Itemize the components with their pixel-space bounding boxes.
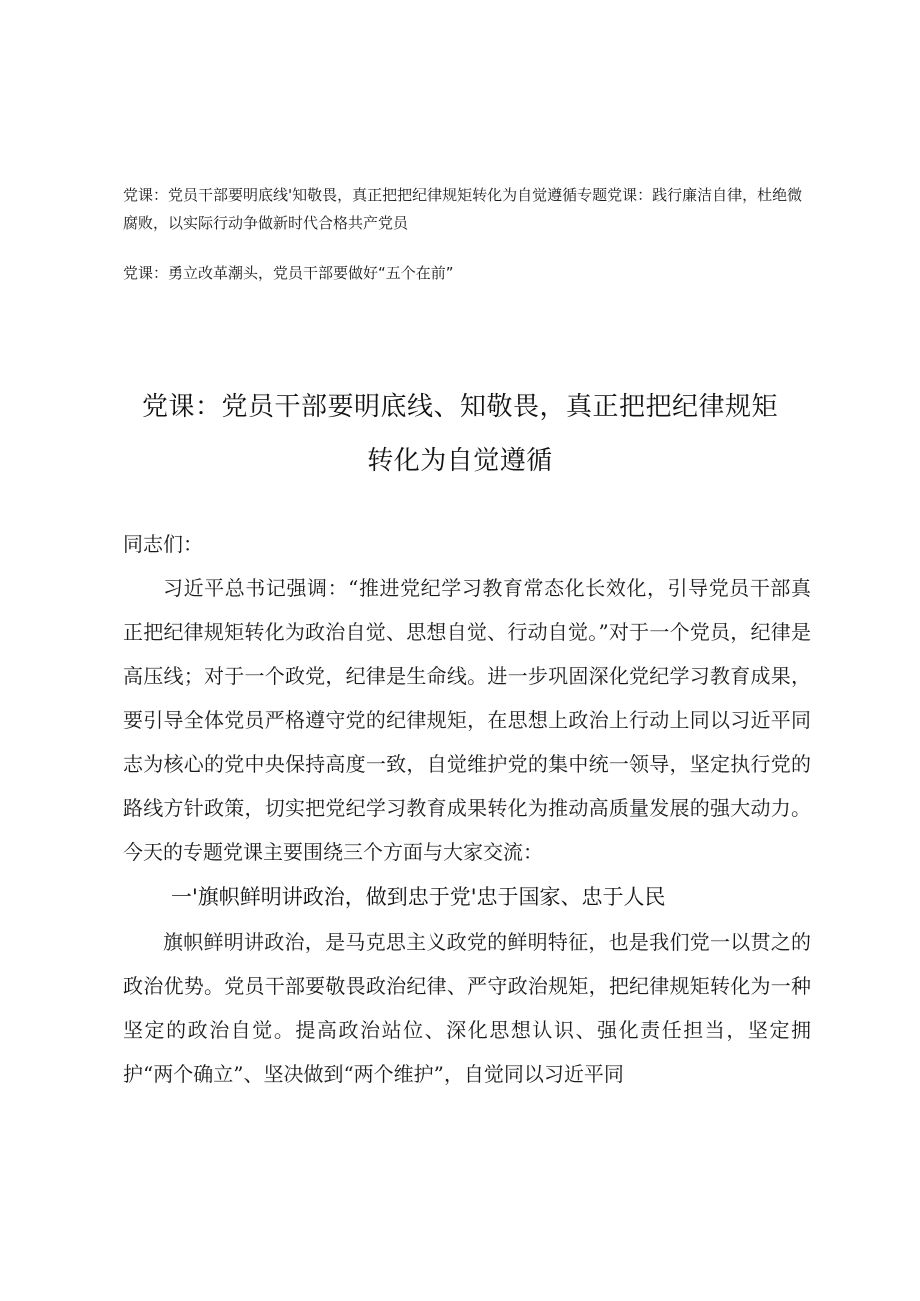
related-article-link[interactable]: 党课：勇立改革潮头，党员干部要做好“五个在前”	[123, 264, 454, 282]
section-heading: 一'旗帜鲜明讲政治，做到忠于党'忠于国家、忠于人民	[171, 885, 666, 909]
related-article-link[interactable]: 党课：党员干部要明底线'知敬畏，真正把把纪律规矩转化为自觉遵循专题党课：践行廉洁自律，杜绝微腐败，以实际行动争做新时代合格共产党员	[123, 186, 803, 232]
salutation: 同志们：	[123, 532, 203, 556]
document-title	[100, 380, 820, 488]
paragraph: 旗帜鲜明讲政治，是马克思主义政党的鲜明特征，也是我们党一以贯之的政治优势。党员干部要敬畏政治纪律、严守政治规矩，把纪律规矩转化为一种坚定的政治自觉。提高政治站位、深化思想认识、强化责任担当，坚定拥护“两个确立”、坚决做到“两个维护”，自觉同以习近平同	[123, 930, 811, 1086]
title-line-1: 党课：党员干部要明底线、知敬畏，真正把把纪律规矩	[141, 392, 778, 422]
related-articles-list	[123, 181, 813, 287]
document-body	[123, 522, 811, 1096]
paragraph: 习近平总书记强调：“推进党纪学习教育常态化长效化，引导党员干部真正把纪律规矩转化为政治自觉、思想自觉、行动自觉。”对于一个党员，纪律是高压线；对于一个政党，纪律是生命线。进一步巩固深化党纪学习教育成果，要引导全体党员严格遵守党的纪律规矩，在思想上政治上行动上同以习近平同志为核心的党中央保持高度一致，自觉维护党的集中统一领导，坚定执行党的路线方针政策，切实把党纪学习教育成果转化为推动高质量发展的强大动力。今天的专题党课主要围绕三个方面与大家交流：	[123, 576, 811, 864]
title-line-2: 转化为自觉遵循	[367, 446, 553, 476]
